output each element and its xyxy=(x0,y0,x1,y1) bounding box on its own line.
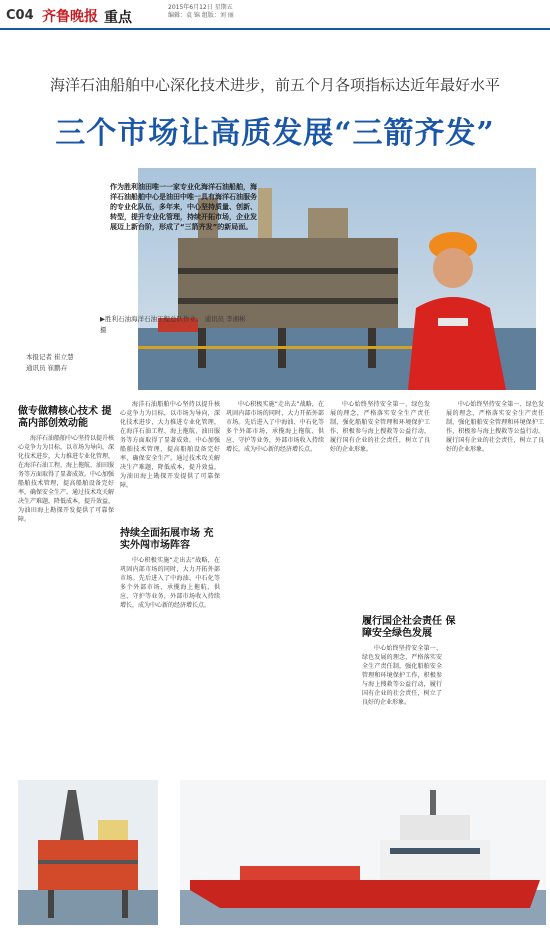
column-text xyxy=(330,400,430,610)
article-lead: 作为胜利油田唯一一家专业化海洋石油船舶，海洋石油船舶中心是油田中唯一具有海洋石油服务的专业化队伍，多年来，中心坚持质量、创新、转型，提升专业化管理，持续开拓市场，企业发展迈上新台阶，形成了“三箭齐发”的新局面。 xyxy=(110,183,257,231)
section-body xyxy=(362,644,442,774)
rig-photo xyxy=(18,780,158,925)
column-text xyxy=(120,400,220,526)
article-headline: 三个市场让高质发展“三箭齐发” xyxy=(55,116,495,151)
section-title: 做专做精核心技术 提高内部创效动能 xyxy=(18,406,112,429)
section-title: 履行国企社会责任 保障安全绿色发展 xyxy=(362,616,456,639)
section-title: 持续全面拓展市场 充实外闯市场阵容 xyxy=(120,528,214,551)
section-body xyxy=(120,556,220,774)
editor-line: 编辑：袁 锦 组版：刘 丽 xyxy=(168,12,234,19)
photo-caption: ▶胜利石油海洋石油工程总队作业。 通讯员 李湘彬 摄 xyxy=(100,315,246,334)
page-number: C04 xyxy=(6,8,34,23)
body-paragraph: 中心始终坚持安全第一、绿色发展的理念，严格落实安全生产责任制，强化船舶安全管理和环境保护工作，积极参与海上搜救等公益行动，履行国有企业的社会责任，树立了良好的企业形象。 xyxy=(362,645,442,706)
column-text xyxy=(446,400,544,774)
paper-logo: 齐鲁晚报 xyxy=(42,9,98,25)
body-paragraph: 中心积极实施“走出去”战略，在巩固内部市场的同时，大力开拓外部市场。先后进入了中海油、中石化等多个外部市场，承揽海上拖航、供应、守护等业务，外部市场收入持续增长，成为中心新的经济增长点。 xyxy=(120,557,220,609)
section-name: 重点 xyxy=(104,10,132,26)
body-paragraph: 海洋石油船舶中心坚持以提升核心竞争力为目标，以市场为导向，深化技术进步，大力推进专业化管理，在海洋石油工程、海上拖航、油田服务等方面取得了显著成效。中心加强船舶技术管理，提高船舶设备完好率，确保安全生产。通过技术攻关解决生产难题，降低成本，提升效益，为油田海上勘探开发提供了可靠保障。 xyxy=(18,435,114,523)
body-paragraph: 海洋石油船舶中心坚持以提升核心竞争力为目标，以市场为导向，深化技术进步，大力推进专业化管理，在海洋石油工程、海上拖航、油田服务等方面取得了显著成效。中心加强船舶技术管理，提高船舶设备完好率，确保安全生产。通过技术攻关解决生产难题，降低成本，提升效益，为油田海上勘探开发提供了可靠保障。 xyxy=(120,401,220,489)
date-info xyxy=(168,4,234,20)
body-paragraph: 中心积极实施“走出去”战略，在巩固内部市场的同时，大力开拓外部市场。先后进入了中海油、中石化等多个外部市场，承揽海上拖航、供应、守护等业务，外部市场收入持续增长，成为中心新的经济增长点。 xyxy=(226,401,324,453)
body-paragraph: 中心始终坚持安全第一、绿色发展的理念，严格落实安全生产责任制，强化船舶安全管理和环境保护工作，积极参与海上搜救等公益行动，履行国有企业的社会责任，树立了良好的企业形象。 xyxy=(446,401,544,453)
section-body xyxy=(18,434,114,774)
ship-photo xyxy=(180,780,546,925)
correspondent: 通讯员 崔鹏卉 xyxy=(26,364,68,372)
header-rule xyxy=(0,28,550,30)
reporter: 本报记者 崔立慧 xyxy=(26,353,74,361)
article-subtitle: 海洋石油船舶中心深化技术进步，前五个月各项指标达近年最好水平 xyxy=(49,76,500,94)
byline xyxy=(26,352,146,374)
date-line: 2015年6月12日 星期五 xyxy=(168,4,233,11)
column-text xyxy=(226,400,324,774)
body-paragraph: 中心始终坚持安全第一、绿色发展的理念，严格落实安全生产责任制，强化船舶安全管理和环境保护工作，积极参与海上搜救等公益行动，履行国有企业的社会责任，树立了良好的企业形象。 xyxy=(330,401,430,453)
